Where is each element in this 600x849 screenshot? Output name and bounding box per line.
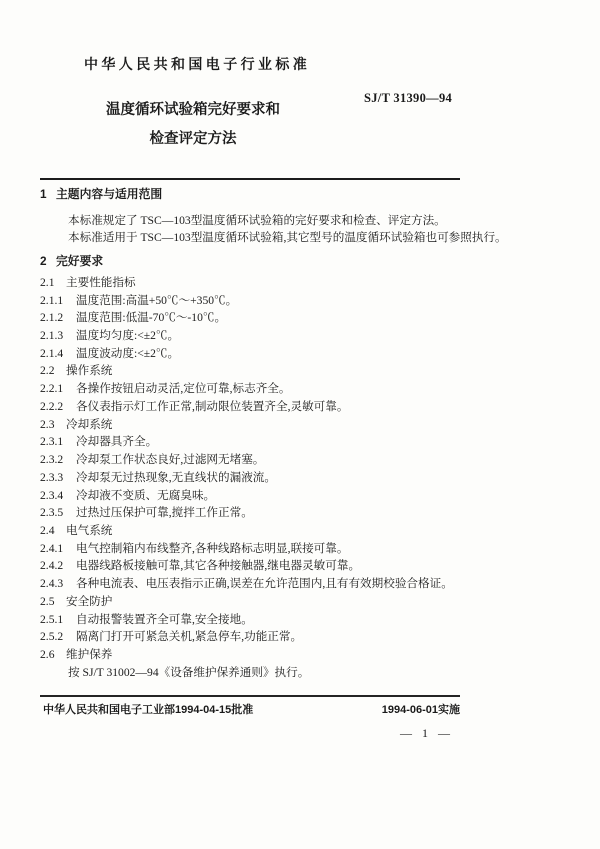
clause-text: 安全防护 xyxy=(66,594,113,608)
clause-line xyxy=(40,469,485,487)
clause-text: 电器线路板接触可靠,其它各种接触器,继电器灵敏可靠。 xyxy=(76,559,361,573)
clause-text: 隔离门打开可紧急关机,紧急停车,功能正常。 xyxy=(76,630,303,644)
clause-line xyxy=(40,646,485,664)
clause-line xyxy=(40,522,485,540)
standard-category-header: 中华人民共和国电子行业标准 xyxy=(84,56,311,72)
clause-number: 2.5.2 xyxy=(40,630,64,644)
clause-text: 维护保养 xyxy=(66,647,113,661)
clause-number: 2.3.3 xyxy=(40,470,64,484)
clause-line xyxy=(40,540,485,558)
clause-line xyxy=(40,575,485,593)
clause-number: 2.1.4 xyxy=(40,346,64,360)
clause-text: 本标准适用于 TSC—103型温度循环试验箱,其它型号的温度循环试验箱也可参照执行。 xyxy=(68,231,507,245)
clause-text: 冷却泵无过热现象,无直线状的漏液流。 xyxy=(76,470,276,484)
body-paragraph xyxy=(40,212,485,230)
clause-text: 温度波动度:<±2℃。 xyxy=(76,346,180,360)
clause-number: 2.1 xyxy=(40,275,55,289)
clause-line xyxy=(40,593,485,611)
clause-number: 2.3.2 xyxy=(40,453,64,467)
clause-line xyxy=(40,309,485,327)
clause-line xyxy=(40,362,485,380)
clause-line xyxy=(40,611,485,629)
document-title xyxy=(40,96,346,154)
clause-text: 冷却系统 xyxy=(66,417,113,431)
clause-line xyxy=(40,487,485,505)
clause-text: 温度均匀度:<±2℃。 xyxy=(76,329,180,343)
clause-text: 操作系统 xyxy=(66,364,113,378)
clause-number: 2.6 xyxy=(40,647,55,661)
clause-number: 2.4 xyxy=(40,523,55,537)
clause-text: 温度范围:低温-70℃～-10℃。 xyxy=(76,311,227,325)
clause-text: 自动报警装置齐全可靠,安全接地。 xyxy=(76,612,253,626)
clause-number: 2 xyxy=(40,254,47,269)
clause-line xyxy=(40,557,485,575)
clause-line xyxy=(40,504,485,522)
clause-number: 2.5 xyxy=(40,594,55,608)
clause-text: 各操作按钮启动灵活,定位可靠,标志齐全。 xyxy=(76,382,291,396)
document-title-line2: 检查评定方法 xyxy=(149,131,237,147)
footer-effective-date: 1994-06-01实施 xyxy=(381,704,460,716)
clause-text: 过热过压保护可靠,搅拌工作正常。 xyxy=(76,506,253,520)
clause-line xyxy=(40,416,485,434)
clause-number: 2.2.2 xyxy=(40,399,64,413)
section-heading xyxy=(40,186,485,204)
clause-line xyxy=(40,327,485,345)
clause-line xyxy=(40,380,485,398)
document-title-line1: 温度循环试验箱完好要求和 xyxy=(106,102,280,118)
clause-line xyxy=(40,292,485,310)
clause-line xyxy=(40,398,485,416)
clause-number: 2.2.1 xyxy=(40,382,64,396)
section-heading xyxy=(40,253,485,271)
clause-text: 冷却器具齐全。 xyxy=(76,435,158,449)
clause-number: 2.3.4 xyxy=(40,488,64,502)
footer-divider-rule xyxy=(40,695,460,697)
clause-number: 2.4.2 xyxy=(40,559,64,573)
clause-number: 2.3.5 xyxy=(40,506,64,520)
standard-number: SJ/T 31390—94 xyxy=(364,91,453,105)
clause-text: 完好要求 xyxy=(56,254,104,269)
clause-number: 2.4.3 xyxy=(40,577,64,591)
clause-line xyxy=(40,628,485,646)
clause-text: 本标准规定了 TSC—103型温度循环试验箱的完好要求和检查、评定方法。 xyxy=(68,213,446,227)
clause-number: 1 xyxy=(40,187,47,201)
page-number: — 1 — xyxy=(400,726,450,740)
body-paragraph xyxy=(40,664,485,682)
clause-line xyxy=(40,451,485,469)
clause-number: 2.1.1 xyxy=(40,293,64,307)
clause-text: 主题内容与适用范围 xyxy=(56,187,163,201)
footer-approval-text: 中华人民共和国电子工业部1994-04-15批准 xyxy=(43,704,254,716)
clause-text: 按 SJ/T 31002—94《设备维护保养通则》执行。 xyxy=(68,665,310,679)
clause-text: 冷却泵工作状态良好,过滤网无堵塞。 xyxy=(76,453,265,467)
clause-number: 2.1.3 xyxy=(40,329,64,343)
clause-number: 2.4.1 xyxy=(40,541,64,555)
clause-number: 2.3 xyxy=(40,417,55,431)
body-paragraph xyxy=(40,229,507,247)
clause-number: 2.3.1 xyxy=(40,435,64,449)
clause-number: 2.1.2 xyxy=(40,311,64,325)
clause-line xyxy=(40,345,485,363)
clause-line xyxy=(40,274,485,292)
clause-text: 各仪表指示灯工作正常,制动限位装置齐全,灵敏可靠。 xyxy=(76,399,349,413)
clause-text: 主要性能指标 xyxy=(66,275,136,289)
clause-text: 温度范围:高温+50℃～+350℃。 xyxy=(76,293,238,307)
header-divider-rule xyxy=(40,178,460,180)
clause-line xyxy=(40,433,485,451)
body-lines xyxy=(40,186,507,681)
clause-text: 电气系统 xyxy=(66,523,113,537)
clause-text: 电气控制箱内布线整齐,各种线路标志明显,联接可靠。 xyxy=(76,541,349,555)
clause-number: 2.5.1 xyxy=(40,612,64,626)
clause-text: 各种电流表、电压表指示正确,误差在允许范围内,且有有效期校验合格证。 xyxy=(76,577,453,591)
clause-number: 2.2 xyxy=(40,364,55,378)
clause-text: 冷却液不变质、无腐臭味。 xyxy=(76,488,216,502)
